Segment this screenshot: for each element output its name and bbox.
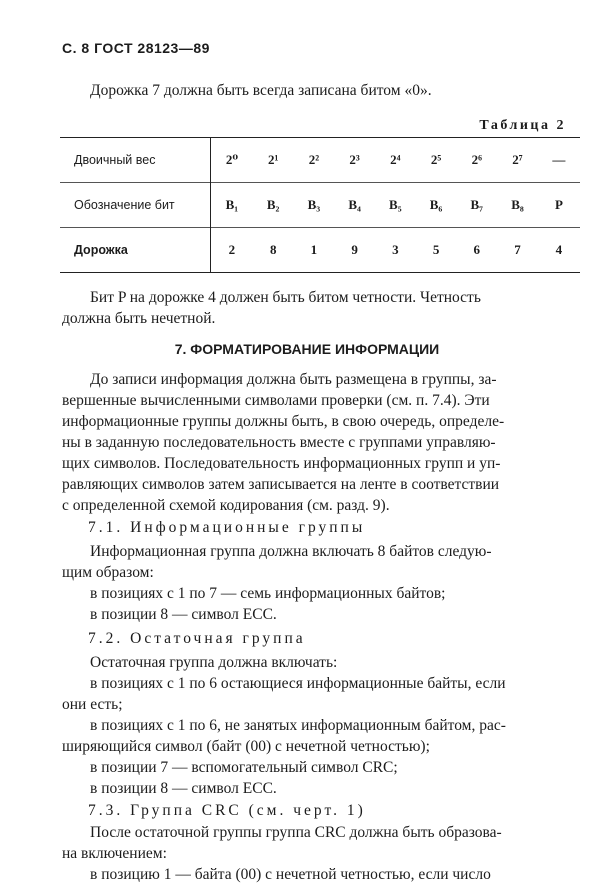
s73-line: в позицию 1 — байта (00) с нечетной четностью, если число (90, 866, 491, 883)
s73-line: После остаточной группы группа CRC должна быть образова- (90, 824, 502, 841)
table-cell: 4 (538, 228, 580, 273)
table-cell: — (538, 138, 580, 183)
intro-line: щих символов. Последовательность информационных групп и уп- (62, 455, 501, 472)
table-cell: 5 (416, 228, 457, 273)
s72-line: они есть; (62, 696, 123, 713)
track7-line: Дорожка 7 должна быть всегда записана битом «0». (90, 82, 432, 99)
table-row-bit-designation (60, 183, 580, 228)
table-row-track (60, 228, 580, 273)
intro-line: равляющих символов затем записывается на ленте в соответствии (62, 476, 500, 493)
table-cell: 2⁴ (375, 138, 416, 183)
row-label: Двоичный вес (60, 138, 211, 183)
table-cell: 1 (294, 228, 335, 273)
table-cell: 2⁰ (211, 138, 253, 183)
table-cell: 8 (253, 228, 294, 273)
table-cell: 6 (456, 228, 497, 273)
table-cell: B₇ (456, 183, 497, 228)
intro-line: ны в заданную последовательность вместе с группами управляю- (62, 434, 496, 451)
table-cell: B₈ (497, 183, 538, 228)
row-label: Обозначение бит (60, 183, 211, 228)
s72-line: в позиции 7 — вспомогательный символ CRC; (90, 759, 398, 776)
subsection-7-3-title: 7.3. Группа CRC (см. черт. 1) (88, 802, 366, 819)
table-cell: P (538, 183, 580, 228)
s71-line: щим образом: (62, 564, 154, 581)
parity-line-1: Бит P на дорожке 4 должен быть битом четности. Четность (90, 289, 481, 306)
parity-line-2: должна быть нечетной. (62, 310, 216, 327)
table-cell: B₃ (294, 183, 335, 228)
table-cell: 2 (211, 228, 253, 273)
s73-line: на включением: (62, 845, 167, 862)
table-cell: 2⁶ (456, 138, 497, 183)
table-cell: B₅ (375, 183, 416, 228)
s72-line: в позиции 8 — символ ECC. (90, 780, 277, 797)
s72-line: ширяющийся символ (байт (00) с нечетной четностью); (62, 738, 430, 755)
table-cell: B₁ (211, 183, 253, 228)
s72-line: в позициях с 1 по 6 остающиеся информационные байты, если (90, 675, 506, 692)
table-cell: 2¹ (253, 138, 294, 183)
subsection-7-1-title: 7.1. Информационные группы (88, 519, 366, 536)
table-row-binary-weight (60, 138, 580, 183)
table-cell: 3 (375, 228, 416, 273)
subsection-7-2-title: 7.2. Остаточная группа (88, 630, 306, 647)
table-2 (60, 137, 580, 273)
table-cell: 7 (497, 228, 538, 273)
table-cell: 2² (294, 138, 335, 183)
table-cell: 2⁵ (416, 138, 457, 183)
table-cell: 9 (334, 228, 375, 273)
intro-line: информационные группы должны быть, в свою очередь, определе- (62, 413, 505, 430)
table-cell: B₆ (416, 183, 457, 228)
s71-line: в позициях с 1 по 7 — семь информационных байтов; (90, 585, 446, 602)
s71-line: Информационная группа должна включать 8 байтов следую- (90, 543, 492, 560)
s72-line: Остаточная группа должна включать: (90, 654, 338, 671)
page-header: С. 8 ГОСТ 28123—89 (62, 40, 210, 56)
section-7-title: 7. ФОРМАТИРОВАНИЕ ИНФОРМАЦИИ (174, 341, 440, 357)
table-cell: 2³ (334, 138, 375, 183)
table-cell: 2⁷ (497, 138, 538, 183)
table-caption: Таблица 2 (479, 118, 566, 133)
intro-line: вершенные вычисленными символами проверки (см. п. 7.4). Эти (62, 392, 490, 409)
intro-line: с определенной схемой кодирования (см. разд. 9). (62, 497, 390, 514)
table-cell: B₂ (253, 183, 294, 228)
table-cell: B₄ (334, 183, 375, 228)
s72-line: в позициях с 1 по 6, не занятых информационным байтом, рас- (90, 717, 506, 734)
intro-line: До записи информация должна быть размещена в группы, за- (90, 371, 497, 388)
s71-line: в позиции 8 — символ ECC. (90, 606, 277, 623)
row-label: Дорожка (60, 228, 211, 273)
